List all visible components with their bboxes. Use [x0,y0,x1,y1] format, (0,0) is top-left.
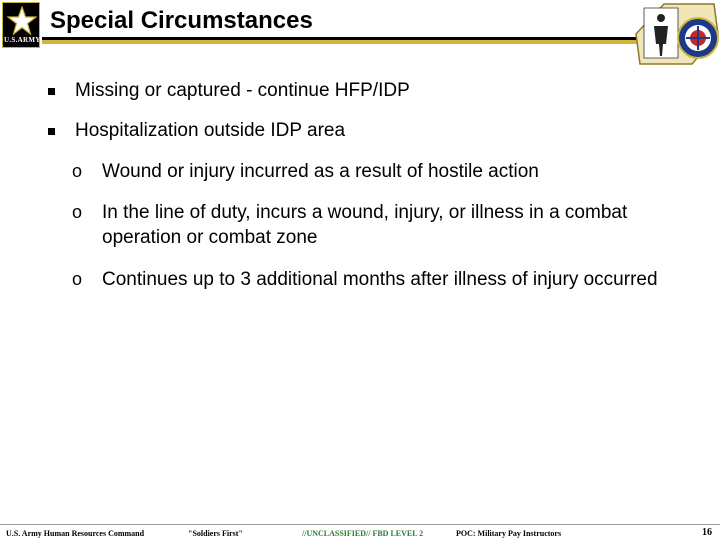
square-bullet-icon [48,88,55,95]
footer-classification: //UNCLASSIFIED// FBD LEVEL 2 [302,529,424,538]
us-army-logo [2,2,40,48]
sub-bullet-marker: o [72,202,83,222]
footer-org: U.S. Army Human Resources Command [6,529,145,538]
slide-title: Special Circumstances [50,7,313,34]
sub-bullet-marker: o [72,161,83,181]
footer-motto: "Soldiers First" [188,529,243,538]
army-star-icon [7,6,37,36]
bullet-text: Hospitalization outside IDP area [75,120,346,141]
sub-bullet-text: Continues up to 3 additional months after illness of injury occurred [102,269,658,290]
square-bullet-icon [48,128,55,135]
footer-poc: POC: Military Pay Instructors [456,529,562,538]
title-rule-gold [42,40,638,44]
sub-bullet-marker: o [72,269,83,289]
army-logo-text: U.S.ARMY [4,36,41,44]
page-number: 16 [702,527,712,538]
sub-bullet-text: Wound or injury incurred as a result of hostile action [102,161,539,182]
footer-rule [0,524,720,525]
hrc-seal-icon [634,0,720,66]
bullet-text: Missing or captured - continue HFP/IDP [75,80,410,101]
sub-bullet-text: In the line of duty, incurs a wound, injury, or illness in a combat operation or combat zone [102,202,628,248]
